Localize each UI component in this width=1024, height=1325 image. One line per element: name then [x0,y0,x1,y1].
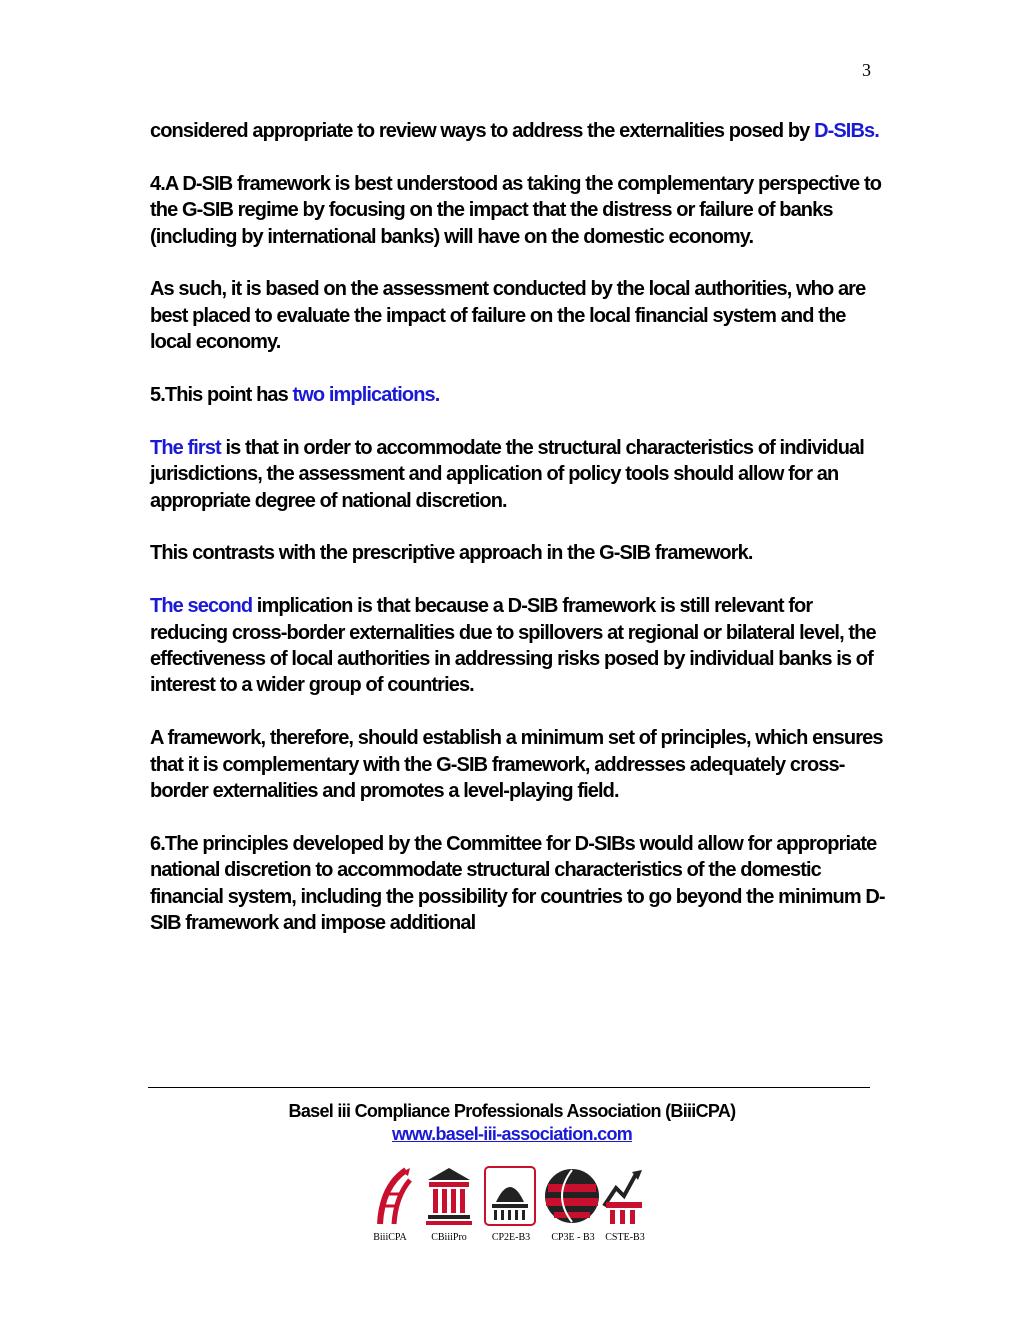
paragraph: This contrasts with the prescriptive approach in the G-SIB framework. [150,542,753,565]
page-number: 3 [862,60,871,80]
paragraph: 4.A D-SIB framework is best understood as taking the complementary perspective to the G-SIB regime by focusing on the impact that the distress or failure of banks (including by international banks) will have on the domestic economy. [150,172,882,248]
disclosure-globe-icon [542,1166,602,1226]
logo-label: BiiiCPA [373,1232,407,1243]
paragraph: As such, it is based on the assessment conducted by the local authorities, who are best placed to evaluate the impact of failure on the local financial system and the local economy. [150,278,866,354]
logo-row [370,1166,660,1246]
website-link[interactable]: www.basel-iii-association.com [391,1124,633,1144]
logo-label: CP3E - B3 [551,1232,595,1243]
highlighted-term: two implications. [292,384,440,407]
stress-chart-icon [602,1166,662,1226]
paragraph: considered appropriate to review ways to address the externalities posed by D-SIBs. [150,120,879,142]
capitol-dome-icon [484,1166,544,1226]
paragraph: A framework, therefore, should establish a minimum set of principles, which ensures that it is complementary with the G-SIB framework, addresses adequately cross-border externalities and promotes a level-playing field. [150,727,883,803]
paragraph: The second implication is that because a D-SIB framework is still relevant for reducing cross-border externalities due to spillovers at regional or bilateral level, the effectiveness of local authorities in addressing risks posed by individual banks is of interest to a wider group of countries. [150,595,876,697]
paragraph: 5.This point has two implications. [150,384,440,407]
footer-organization: Basel iii Compliance Professionals Association (BiiiCPA) [288,1101,736,1121]
highlighted-term: The second [150,595,253,618]
bank-building-icon [426,1166,486,1226]
document-body [150,118,890,963]
paragraph: The first is that in order to accommodate the structural characteristics of individual jurisdictions, the assessment and application of policy tools should allow for an appropriate degree of national discretion. [150,436,864,512]
footer-divider [148,1087,870,1088]
paragraph: 6.The principles developed by the Committee for D-SIBs would allow for appropriate national discretion to accommodate structural characteristics of the domestic financial system, including the possibility for countries to go beyond the minimum D-SIB framework and impose additional [150,832,885,935]
logo-label: CSTE-B3 [605,1232,645,1243]
logo-label: CBiiiPro [431,1232,467,1243]
highlighted-term: The first [150,436,221,459]
highlighted-term: D-SIBs. [814,120,879,142]
logo-label: CP2E-B3 [491,1232,531,1243]
